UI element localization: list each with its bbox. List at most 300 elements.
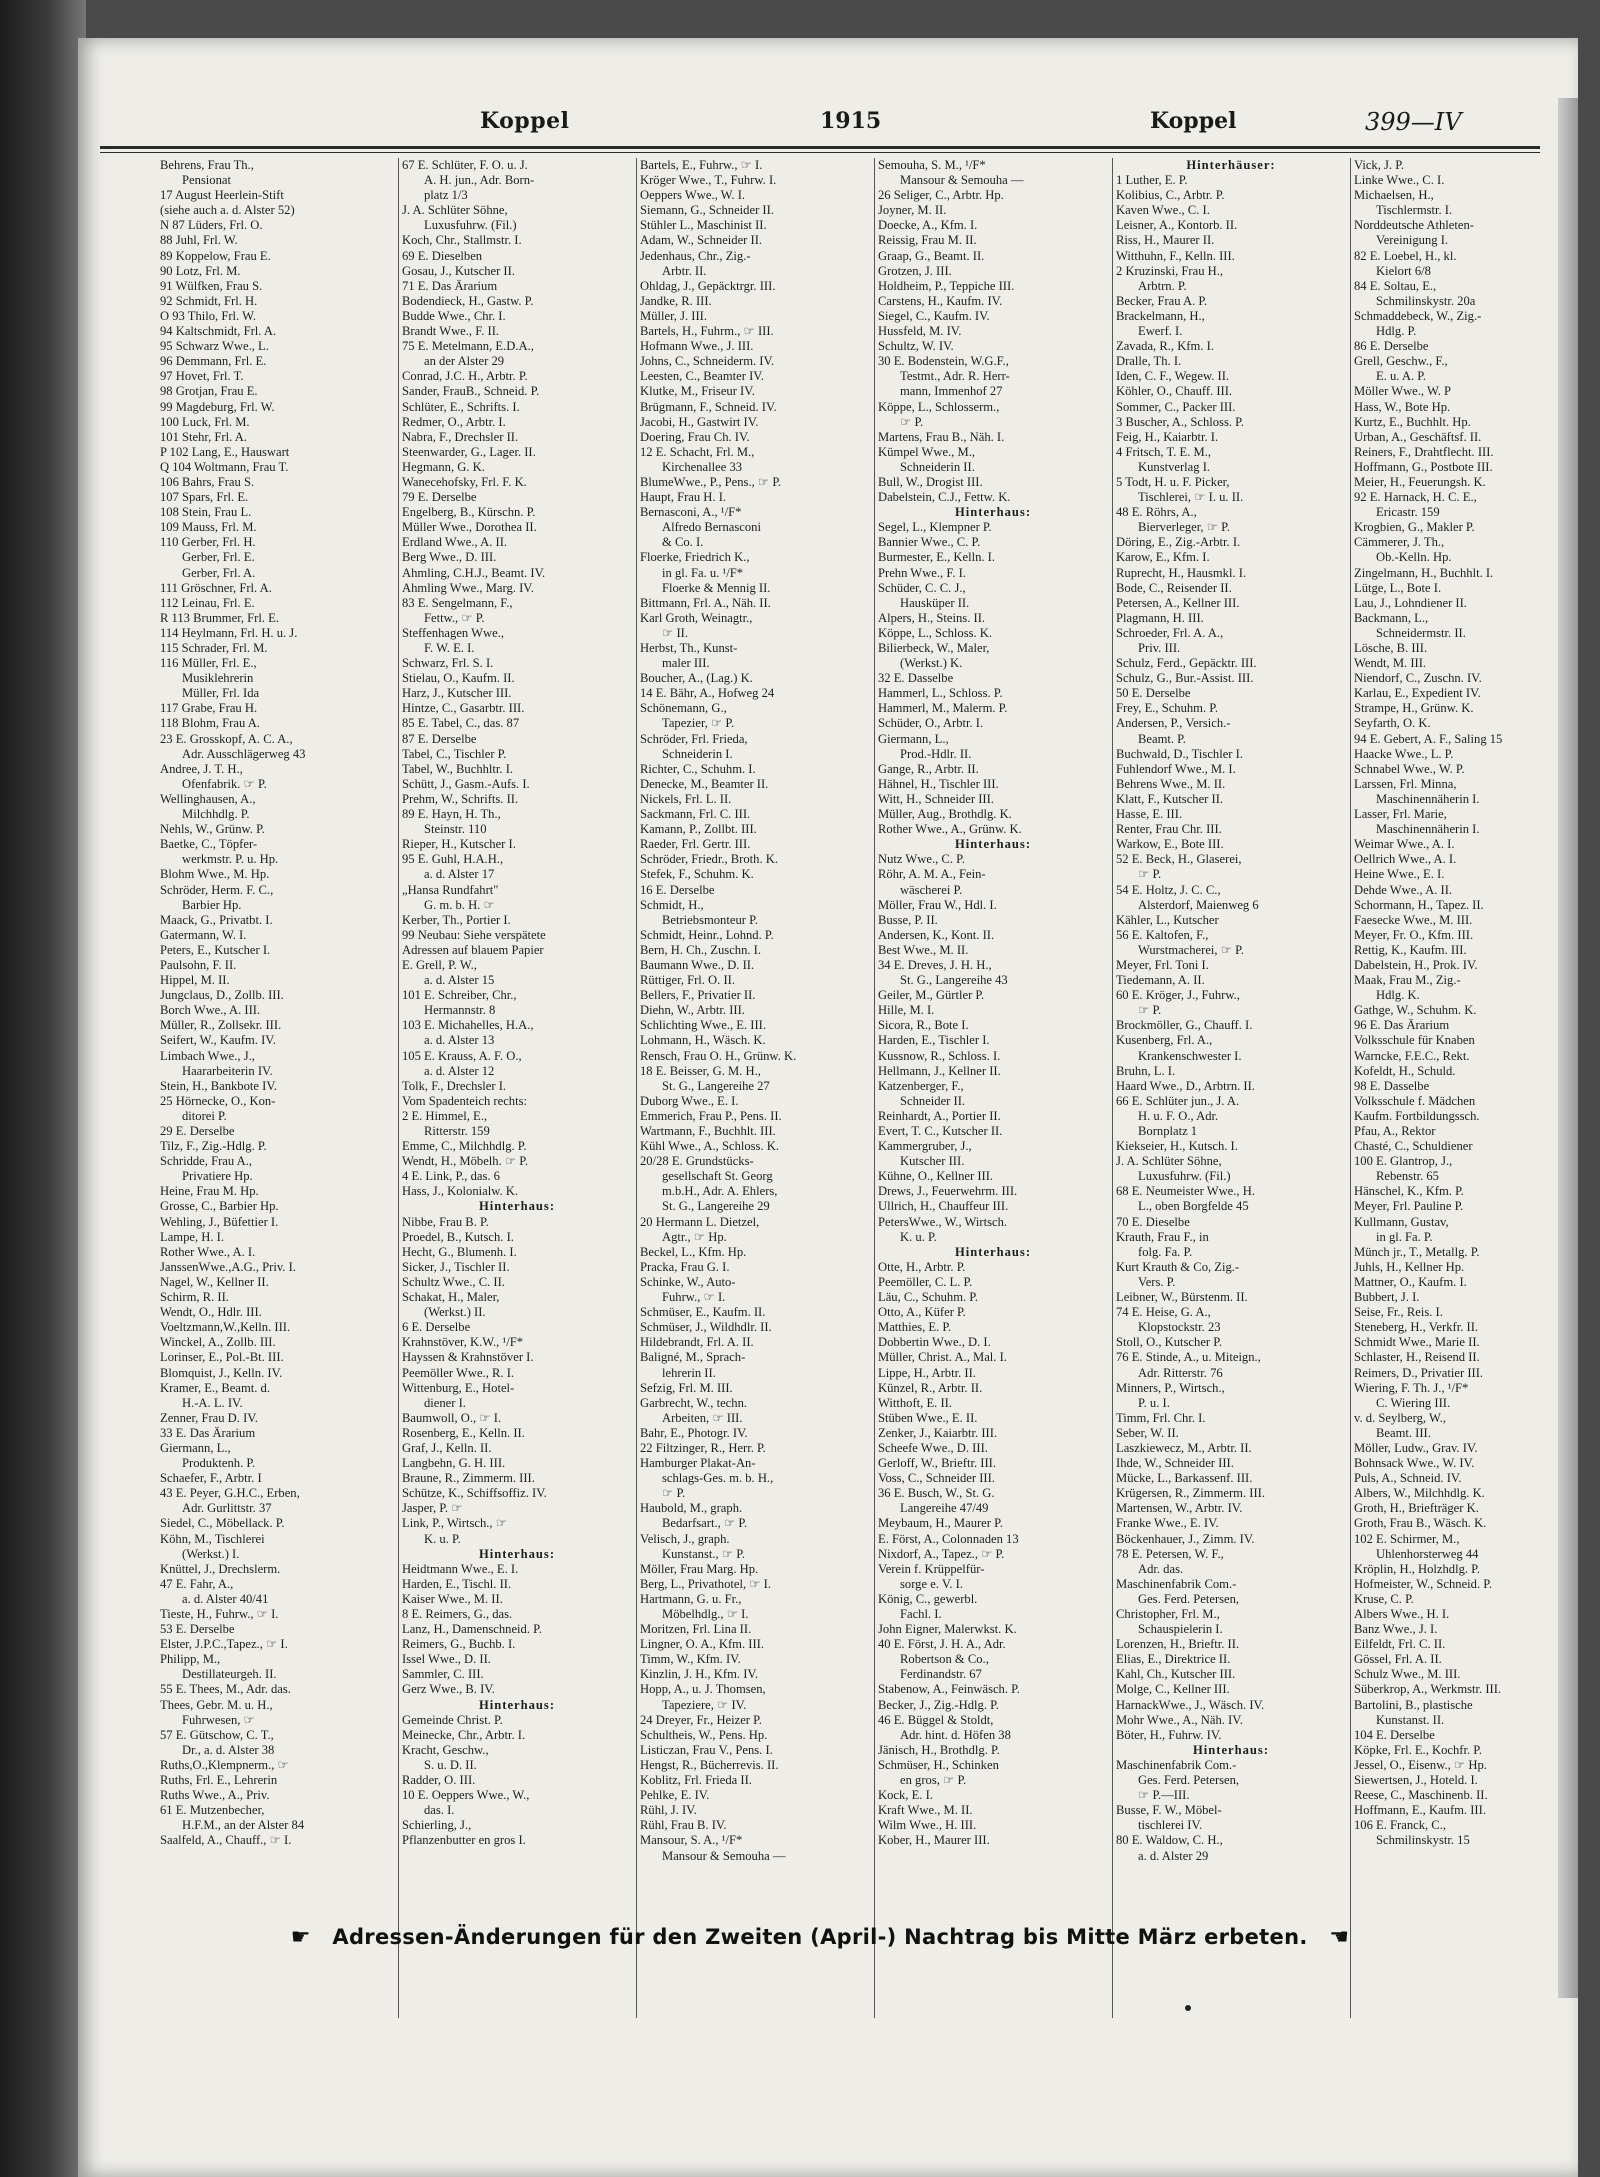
directory-entry: 17 August Heerlein-Stift	[160, 188, 284, 203]
directory-entry: Sommer, C., Packer III.	[1116, 399, 1236, 414]
directory-entry: Gange, R., Arbtr. II.	[878, 761, 979, 776]
directory-entry: Wendt, O., Hdlr. III.	[160, 1305, 262, 1320]
directory-entry: maler III.	[662, 656, 710, 671]
directory-entry: Gatermann, W. I.	[160, 927, 247, 942]
directory-entry: a. d. Alster 12	[424, 1063, 495, 1078]
directory-entry: Schulz, G., Bur.-Assist. III.	[1116, 671, 1254, 686]
directory-entry: 85 E. Tabel, C., das. 87	[402, 716, 520, 731]
directory-entry: Robertson & Co.,	[900, 1652, 989, 1667]
directory-entry: Produktenh. P.	[182, 1456, 256, 1471]
directory-entry: Bubbert, J. I.	[1354, 1290, 1420, 1305]
directory-entry: Adressen auf blauem Papier	[402, 942, 544, 957]
directory-entry: Tapeziere, ☞ IV.	[662, 1697, 747, 1712]
directory-entry: Schüder, O., Arbtr. I.	[878, 716, 984, 731]
directory-entry: Schulz Wwe., M. III.	[1354, 1667, 1461, 1682]
directory-entry: 100 Luck, Frl. M.	[160, 414, 250, 429]
directory-entry: Reimers, G., Buchb. I.	[402, 1637, 516, 1652]
directory-entry: Kullmann, Gustav,	[1354, 1214, 1449, 1229]
directory-entry: Krogbien, G., Makler P.	[1354, 520, 1475, 535]
directory-entry: Listiczan, Frau V., Pens. I.	[640, 1742, 773, 1757]
directory-entry: Zenner, Frau D. IV.	[160, 1410, 258, 1425]
directory-entry: Stein, H., Bankbote IV.	[160, 1078, 277, 1093]
directory-entry: Krahnstöver, K.W., ¹/F*	[402, 1335, 524, 1350]
directory-entry: Schultz, W. IV.	[878, 339, 954, 354]
directory-entry: Rieper, H., Kutscher I.	[402, 837, 516, 852]
directory-entry: Möller Wwe., W. P	[1354, 384, 1452, 399]
directory-entry: 79 E. Derselbe	[402, 490, 477, 505]
directory-entry: 99 Neubau: Siehe verspätete	[402, 927, 546, 942]
directory-entry: 91 Wülfken, Frau S.	[160, 278, 263, 293]
directory-entry: Knüttel, J., Drechslerm.	[160, 1561, 281, 1576]
directory-entry: 68 E. Neumeister Wwe., H.	[1116, 1184, 1255, 1199]
directory-entry: Urban, A., Geschäftsf. II.	[1354, 429, 1482, 444]
directory-entry: Banz Wwe., J. I.	[1354, 1622, 1438, 1637]
directory-entry: Stabenow, A., Feinwäsch. P.	[878, 1682, 1020, 1697]
directory-entry: Rother Wwe., A. I.	[160, 1244, 256, 1259]
directory-entry: 4 E. Link, P., das. 6	[402, 1169, 500, 1184]
directory-entry: Adam, W., Schneider II.	[640, 233, 763, 248]
directory-entry: Schneiderin I.	[662, 746, 733, 761]
directory-entry: Kutscher III.	[900, 1154, 965, 1169]
directory-entry: Sander, FrauB., Schneid. P.	[402, 384, 540, 399]
directory-entry: Schlichting Wwe., E. III.	[640, 1018, 767, 1033]
directory-entry: Peemöller, C. L. P.	[878, 1274, 973, 1289]
directory-entry: Richter, C., Schuhm. I.	[640, 761, 756, 776]
directory-entry: 56 E. Kaltofen, F.,	[1116, 927, 1209, 942]
directory-entry: Rüttiger, Frl. O. II.	[640, 973, 735, 988]
directory-entry: a. d. Alster 17	[424, 867, 495, 882]
directory-entry: Müller, Frl. Ida	[182, 686, 260, 701]
directory-entry: 99 Magdeburg, Frl. W.	[160, 399, 275, 414]
directory-entry: Wendt, H., Möbelh. ☞ P.	[402, 1154, 529, 1169]
directory-entry: Verein f. Krüppelfür-	[878, 1561, 985, 1576]
directory-entry: Oeppers Wwe., W. I.	[640, 188, 746, 203]
directory-entry: Tischlerei, ☞ I. u. II.	[1138, 490, 1244, 505]
directory-entry: Bahr, E., Photogr. IV.	[640, 1425, 748, 1440]
directory-entry: JanssenWwe.,A.G., Priv. I.	[160, 1259, 296, 1274]
directory-entry: Testmt., Adr. R. Herr-	[900, 369, 1010, 384]
directory-entry: Steffenhagen Wwe.,	[402, 625, 504, 640]
directory-entry: Hintze, C., Gasarbtr. III.	[402, 701, 525, 716]
directory-entry: Schröder, Frl. Frieda,	[640, 731, 748, 746]
directory-entry: 82 E. Loebel, H., kl.	[1354, 248, 1457, 263]
directory-entry: Minners, P., Wirtsch.,	[1116, 1380, 1225, 1395]
directory-entry: 14 E. Bähr, A., Hofweg 24	[640, 686, 775, 701]
directory-entry: Giermann, L.,	[878, 731, 949, 746]
directory-entry: 95 Schwarz Wwe., L.	[160, 339, 269, 354]
directory-column-6	[1354, 158, 1584, 2028]
directory-entry: Maschinenfabrik Com.-	[1116, 1757, 1237, 1772]
directory-entry: 18 E. Beisser, G. M. H.,	[640, 1063, 761, 1078]
directory-entry: Nickels, Frl. L. II.	[640, 791, 732, 806]
directory-entry: Ruprecht, H., Hausmkl. I.	[1116, 565, 1247, 580]
directory-entry: Carstens, H., Kaufm. IV.	[878, 293, 1003, 308]
directory-entry: Iden, C. F., Wegew. II.	[1116, 369, 1230, 384]
directory-entry: Seyfarth, O. K.	[1354, 716, 1431, 731]
directory-entry: Priv. III.	[1138, 641, 1181, 655]
directory-entry: Steneberg, H., Verkfr. II.	[1354, 1320, 1479, 1335]
directory-entry: Philipp, M.,	[160, 1652, 221, 1667]
directory-entry: Wartmann, F., Buchhlt. III.	[640, 1124, 776, 1138]
directory-entry: Harz, J., Kutscher III.	[402, 686, 512, 701]
directory-entry: 43 E. Peyer, G.H.C., Erben,	[160, 1486, 300, 1501]
directory-entry: Frey, E., Schuhm. P.	[1116, 701, 1219, 716]
directory-entry: Budde Wwe., Chr. I.	[402, 308, 506, 323]
directory-entry: Semouha, S. M., ¹/F*	[878, 158, 986, 172]
directory-entry: Stefek, F., Schuhm. K.	[640, 867, 754, 882]
directory-entry: Destillateurgeh. II.	[182, 1667, 277, 1682]
directory-entry: Reimers, D., Privatier III.	[1354, 1365, 1484, 1380]
directory-entry: Sefzig, Frl. M. III.	[640, 1380, 733, 1395]
directory-column-5	[1116, 158, 1346, 2028]
directory-entry: ☞ P.	[662, 1486, 686, 1501]
directory-entry: 103 E. Michahelles, H.A.,	[402, 1018, 534, 1033]
directory-entry: Andersen, K., Kont. II.	[878, 927, 995, 942]
directory-entry: Köhler, O., Chauff. III.	[1116, 384, 1233, 399]
directory-entry: Witt, H., Schneider III.	[878, 791, 994, 806]
directory-entry: Sackmann, Frl. C. III.	[640, 807, 751, 822]
directory-entry: Kähler, L., Kutscher	[1116, 912, 1219, 927]
directory-entry: E. Grell, P. W.,	[402, 957, 477, 972]
directory-entry: Erdland Wwe., A. II.	[402, 535, 508, 550]
directory-entry: Schütze, K., Schiffsoffiz. IV.	[402, 1486, 547, 1501]
directory-entry: Albers, W., Milchhdlg. K.	[1354, 1486, 1485, 1501]
column-divider	[398, 158, 399, 2018]
directory-entry: Andree, J. T. H.,	[160, 761, 243, 776]
directory-entry: Ullrich, H., Chauffeur III.	[878, 1199, 1009, 1214]
directory-entry: Hegmann, G. K.	[402, 459, 485, 474]
directory-entry: Möller, Frau Marg. Hp.	[640, 1561, 759, 1576]
directory-entry: Wittenburg, E., Hotel-	[402, 1380, 515, 1395]
directory-entry: Timm, W., Kfm. IV.	[640, 1652, 741, 1667]
directory-entry: Bernasconi, A., ¹/F*	[640, 505, 742, 520]
directory-entry: Dehde Wwe., A. II.	[1354, 882, 1453, 897]
directory-entry: Bohnsack Wwe., W. IV.	[1354, 1456, 1475, 1471]
directory-entry: Seise, Fr., Reis. I.	[1354, 1305, 1443, 1320]
directory-entry: Reissig, Frau M. II.	[878, 233, 977, 248]
directory-entry: ☞ P.—III.	[1138, 1788, 1190, 1803]
directory-entry: Beamt. III.	[1376, 1425, 1431, 1440]
directory-entry: Lohmann, H., Wäsch. K.	[640, 1033, 766, 1048]
directory-entry: Wiering, F. Th. J., ¹/F*	[1354, 1380, 1469, 1395]
directory-entry: Nibbe, Frau B. P.	[402, 1214, 489, 1229]
directory-entry: Kaufm. Fortbildungssch.	[1354, 1108, 1480, 1123]
directory-entry: 16 E. Derselbe	[640, 882, 715, 897]
directory-entry: Schaefer, F., Arbtr. I	[160, 1471, 262, 1486]
directory-entry: Meybaum, H., Maurer P.	[878, 1516, 1003, 1531]
directory-entry: a. d. Alster 29	[1138, 1848, 1209, 1863]
pointing-hand-right-icon: ☚	[1329, 1925, 1350, 1950]
directory-entry: Kaiser Wwe., M. II.	[402, 1591, 503, 1606]
section-heading: Hinterhaus:	[954, 1244, 1032, 1259]
directory-entry: Ahmling Wwe., Marg. IV.	[402, 580, 534, 595]
directory-entry: Herbst, Th., Kunst-	[640, 641, 738, 655]
directory-entry: Franke Wwe., E. IV.	[1116, 1516, 1219, 1531]
directory-entry: Blohm Wwe., M. Hp.	[160, 867, 270, 882]
directory-entry: Köpke, Frl. E., Kochfr. P.	[1354, 1742, 1483, 1757]
directory-entry: K. u. P.	[424, 1531, 461, 1546]
directory-entry: Niendorf, C., Zuschn. IV.	[1354, 671, 1482, 686]
directory-entry: O 93 Thilo, Frl. W.	[160, 308, 256, 323]
directory-entry: Milchhdlg. P.	[182, 807, 250, 822]
directory-entry: Süberkrop, A., Werkmstr. III.	[1354, 1682, 1502, 1697]
directory-entry: 32 E. Dasselbe	[878, 671, 954, 686]
directory-entry: Berg Wwe., D. III.	[402, 550, 497, 565]
directory-entry: Sammler, C. III.	[402, 1667, 484, 1682]
directory-entry: 110 Gerber, Frl. H.	[160, 535, 256, 550]
directory-entry: Klatt, F., Kutscher II.	[1116, 791, 1224, 806]
directory-entry: Lasser, Frl. Marie,	[1354, 807, 1447, 822]
directory-entry: Tolk, F., Drechsler I.	[402, 1078, 507, 1093]
directory-entry: Leesten, C., Beamter IV.	[640, 369, 764, 384]
directory-entry: Haubold, M., graph.	[640, 1501, 743, 1516]
directory-entry: Schlüter, E., Schrifts. I.	[402, 399, 520, 414]
directory-entry: H. u. F. O., Adr.	[1138, 1108, 1219, 1123]
footer-notice-text: Adressen-Änderungen für den Zweiten (April-) Nachtrag bis Mitte März erbeten.	[332, 1925, 1308, 1949]
directory-entry: Schmidt Wwe., Marie II.	[1354, 1335, 1480, 1350]
directory-entry: H.F.M., an der Alster 84	[182, 1818, 305, 1833]
directory-entry: Hayssen & Krahnstöver I.	[402, 1350, 534, 1365]
directory-entry: Nehls, W., Grünw. P.	[160, 822, 265, 837]
directory-entry: Schmidt, H.,	[640, 897, 704, 912]
directory-entry: 98 Grotjan, Frau E.	[160, 384, 258, 399]
directory-entry: Kurtz, E., Buchhlt. Hp.	[1354, 414, 1471, 429]
directory-entry: sorge e. V. I.	[900, 1576, 963, 1591]
directory-entry: K. u. P.	[900, 1229, 937, 1244]
directory-entry: werkmstr. P. u. Hp.	[182, 852, 279, 867]
page-header	[100, 108, 1540, 144]
directory-entry: Klutke, M., Friseur IV.	[640, 384, 755, 399]
directory-entry: Cämmerer, J. Th.,	[1354, 535, 1445, 550]
directory-entry: Karl Groth, Weinagtr.,	[640, 610, 753, 625]
directory-entry: Kirchenallee 33	[662, 459, 743, 474]
directory-entry: Timm, Frl. Chr. I.	[1116, 1410, 1206, 1425]
directory-entry: 75 E. Metelmann, E.D.A.,	[402, 339, 534, 354]
header-street-right: Koppel	[1150, 108, 1237, 134]
directory-entry: König, C., gewerbl.	[878, 1591, 978, 1606]
directory-entry: Kracht, Geschw.,	[402, 1742, 489, 1757]
directory-entry: Schütt, J., Gasm.-Aufs. I.	[402, 776, 530, 791]
directory-entry: Privatiere Hp.	[182, 1169, 253, 1184]
directory-entry: Kusenberg, Frl. A.,	[1116, 1033, 1213, 1048]
directory-entry: 92 Schmidt, Frl. H.	[160, 293, 258, 308]
directory-entry: 54 E. Holtz, J. C. C.,	[1116, 882, 1221, 897]
directory-entry: Schnabel Wwe., W. P.	[1354, 761, 1465, 776]
directory-entry: Luxusfuhrw. (Fil.)	[424, 218, 517, 233]
directory-entry: P. u. I.	[1138, 1395, 1170, 1410]
directory-entry: Reinhardt, A., Portier II.	[878, 1108, 1001, 1123]
directory-entry: Zavada, R., Kfm. I.	[1116, 339, 1214, 354]
directory-entry: Maschinennäherin I.	[1376, 822, 1480, 837]
directory-entry: 76 E. Stinde, A., u. Miteign.,	[1116, 1350, 1261, 1365]
directory-entry: Schulz, Ferd., Gepäcktr. III.	[1116, 656, 1257, 671]
directory-entry: diener I.	[424, 1395, 466, 1410]
directory-entry: Kröplin, H., Holzhdlg. P.	[1354, 1561, 1480, 1576]
directory-entry: Kahl, Ch., Kutscher III.	[1116, 1667, 1236, 1682]
directory-entry: Böckenhauer, J., Zimm. IV.	[1116, 1531, 1255, 1546]
directory-entry: Hoffmann, E., Kaufm. III.	[1354, 1803, 1486, 1818]
directory-entry: Matthies, E. P.	[878, 1320, 952, 1335]
directory-entry: Siemann, G., Schneider II.	[640, 203, 774, 218]
directory-entry: Arbtr. II.	[662, 263, 707, 278]
directory-entry: Schierling, J.,	[402, 1818, 472, 1833]
directory-entry: Kruse, C. P.	[1354, 1591, 1414, 1606]
directory-entry: Harden, E., Tischler I.	[878, 1033, 990, 1048]
directory-entry: Martens, Frau B., Näh. I.	[878, 429, 1005, 444]
directory-entry: gesellschaft St. Georg	[662, 1169, 773, 1184]
directory-entry: Kraft Wwe., M. II.	[878, 1803, 973, 1818]
directory-entry: Issel Wwe., D. II.	[402, 1652, 491, 1667]
directory-entry: Radder, O. III.	[402, 1773, 476, 1788]
directory-entry: Böter, H., Fuhrw. IV.	[1116, 1727, 1222, 1742]
header-page-number: 399—IV	[1365, 108, 1462, 136]
directory-entry: 2 Kruzinski, Frau H.,	[1116, 263, 1224, 278]
directory-entry: Albers Wwe., H. I.	[1354, 1607, 1450, 1621]
directory-entry: Hellmann, J., Kellner II.	[878, 1063, 1001, 1078]
section-heading: Hinterhaus:	[478, 1697, 556, 1712]
directory-entry: 95 E. Guhl, H.A.H.,	[402, 852, 504, 867]
directory-entry: Tabel, W., Buchhltr. I.	[402, 761, 514, 776]
directory-entry: HarnackWwe., J., Wäsch. IV.	[1116, 1697, 1265, 1712]
directory-entry: Agtr., ☞ Hp.	[662, 1229, 727, 1244]
directory-entry: Redmer, O., Arbtr. I.	[402, 414, 506, 429]
directory-entry: mann, Immenhof 27	[900, 384, 1003, 399]
directory-entry: 94 Kaltschmidt, Frl. A.	[160, 324, 277, 339]
directory-column-2	[402, 158, 632, 2028]
directory-entry: Krankenschwester I.	[1138, 1048, 1242, 1063]
directory-entry: Möbelhdlg., ☞ I.	[662, 1607, 749, 1621]
directory-entry: Karow, E., Kfm. I.	[1116, 550, 1210, 565]
directory-entry: Groth, Frau B., Wäsch. K.	[1354, 1516, 1487, 1531]
directory-column-4	[878, 158, 1108, 2028]
directory-entry: Vereinigung I.	[1376, 233, 1449, 248]
directory-entry: Busse, P. II.	[878, 912, 938, 927]
directory-entry: 78 E. Petersen, W. F.,	[1116, 1546, 1224, 1561]
directory-entry: Segel, L., Klempner P.	[878, 520, 992, 535]
directory-entry: Ruths Wwe., A., Priv.	[160, 1788, 270, 1803]
directory-entry: Haararbeiterin IV.	[182, 1063, 273, 1078]
directory-entry: 112 Leinau, Frl. E.	[160, 595, 255, 610]
directory-entry: Brandt Wwe., F. II.	[402, 324, 500, 339]
directory-entry: Hussfeld, M. IV.	[878, 324, 962, 339]
directory-entry: Pehlke, E. IV.	[640, 1788, 710, 1803]
directory-entry: Dobbertin Wwe., D. I.	[878, 1335, 991, 1350]
directory-entry: 96 E. Das Ärarium	[1354, 1018, 1450, 1033]
directory-entry: Kramer, E., Beamt. d.	[160, 1380, 271, 1395]
directory-entry: Heidtmann Wwe., E. I.	[402, 1561, 519, 1576]
directory-entry: 101 E. Schreiber, Chr.,	[402, 988, 517, 1003]
directory-entry: Kunstanst., ☞ P.	[662, 1546, 746, 1561]
directory-entry: 10 E. Oeppers Wwe., W.,	[402, 1788, 530, 1803]
directory-entry: Ericastr. 159	[1376, 505, 1440, 520]
directory-entry: Vers. P.	[1138, 1274, 1176, 1289]
directory-entry: Künzel, R., Arbtr. II.	[878, 1380, 983, 1395]
directory-entry: Maschinennäherin I.	[1376, 791, 1480, 806]
directory-entry: Schmüser, H., Schinken	[878, 1757, 999, 1772]
directory-entry: Adr. Ritterstr. 76	[1138, 1365, 1223, 1380]
directory-entry: 107 Spars, Frl. E.	[160, 490, 249, 505]
directory-entry: Mattner, O., Kaufm. I.	[1354, 1274, 1467, 1289]
directory-entry: 40 E. Först, J. H. A., Adr.	[878, 1637, 1006, 1652]
directory-entry: Siedel, C., Möbellack. P.	[160, 1516, 285, 1531]
directory-entry: Langereihe 47/49	[900, 1501, 989, 1516]
directory-entry: Schirm, R. II.	[160, 1290, 229, 1305]
directory-entry: Floerke, Friedrich K.,	[640, 550, 750, 565]
directory-entry: Krügersen, R., Zimmerm. III.	[1116, 1486, 1265, 1501]
directory-entry: John Eigner, Malerwkst. K.	[878, 1622, 1017, 1637]
directory-entry: Siewertsen, J., Hoteld. I.	[1354, 1773, 1478, 1788]
directory-entry: Hoffmann, G., Postbote III.	[1354, 459, 1493, 474]
directory-entry: (Werkst.) I.	[182, 1546, 240, 1561]
footer-notice	[100, 1925, 1540, 1959]
directory-entry: Kamann, P., Zollbt. III.	[640, 822, 757, 837]
directory-entry: v. d. Seylberg, W.,	[1354, 1410, 1447, 1425]
directory-entry: Weimar Wwe., A. I.	[1354, 837, 1455, 852]
directory-entry: Dr., a. d. Alster 38	[182, 1742, 275, 1757]
directory-entry: Kühne, O., Kellner III.	[878, 1169, 994, 1184]
directory-entry: Saalfeld, A., Chauff., ☞ I.	[160, 1833, 292, 1848]
directory-entry: Hermannstr. 8	[424, 1003, 496, 1018]
directory-entry: 34 E. Dreves, J. H. H.,	[878, 957, 992, 972]
directory-entry: Wendt, M. III.	[1354, 656, 1427, 671]
directory-entry: Kurt Krauth & Co, Zig.-	[1116, 1259, 1240, 1274]
directory-entry: Otte, H., Arbtr. P.	[878, 1259, 966, 1274]
directory-entry: ☞ P.	[900, 414, 924, 429]
directory-entry: Fuhrwesen, ☞	[182, 1712, 255, 1727]
directory-entry: 98 E. Dasselbe	[1354, 1078, 1430, 1093]
directory-entry: Beckel, L., Kfm. Hp.	[640, 1244, 747, 1259]
directory-entry: a. d. Alster 40/41	[182, 1591, 269, 1606]
directory-entry: E. u. A. P.	[1376, 369, 1427, 384]
directory-entry: G. m. b. H. ☞	[424, 897, 495, 912]
directory-entry: Moritzen, Frl. Lina II.	[640, 1622, 752, 1637]
directory-entry: Jasper, P. ☞	[402, 1501, 463, 1516]
directory-entry: Schneidermstr. II.	[1376, 625, 1466, 640]
directory-entry: Mücke, L., Barkassenf. III.	[1116, 1471, 1253, 1486]
directory-entry: Thees, Gebr. M. u. H.,	[160, 1697, 273, 1712]
directory-entry: Jedenhaus, Chr., Zig.-	[640, 248, 751, 263]
directory-entry: Nixdorf, A., Tapez., ☞ P.	[878, 1546, 1005, 1561]
directory-entry: A. H. jun., Adr. Born-	[424, 173, 535, 188]
directory-entry: Klopstockstr. 23	[1138, 1320, 1221, 1335]
directory-entry: Arbtrn. P.	[1138, 278, 1187, 293]
directory-entry: Läu, C., Schuhm. P.	[878, 1290, 979, 1305]
directory-entry: Stielau, O., Kaufm. II.	[402, 671, 515, 686]
directory-entry: 22 Filtzinger, R., Herr. P.	[640, 1440, 766, 1455]
directory-entry: Joyner, M. II.	[878, 203, 947, 218]
section-heading: Hinterhaus:	[1192, 1742, 1270, 1757]
directory-entry: Warkow, E., Bote III.	[1116, 837, 1224, 852]
directory-entry: 89 E. Hayn, H. Th.,	[402, 807, 501, 822]
column-divider	[874, 158, 875, 2018]
directory-entry: tischlerei IV.	[1138, 1818, 1203, 1833]
directory-entry: 86 E. Derselbe	[1354, 339, 1429, 354]
directory-entry: Karlau, E., Expedient IV.	[1354, 686, 1481, 701]
directory-entry: Lingner, O. A., Kfm. III.	[640, 1637, 765, 1652]
directory-entry: Gerber, Frl. A.	[182, 565, 256, 580]
directory-entry: Stüben Wwe., E. II.	[878, 1410, 978, 1425]
directory-entry: Jacobi, H., Gastwirt IV.	[640, 414, 759, 429]
directory-entry: m.b.H., Adr. A. Ehlers,	[662, 1184, 778, 1199]
directory-entry: Tieste, H., Fuhrw., ☞ I.	[160, 1607, 279, 1621]
directory-entry: 26 Seliger, C., Arbtr. Hp.	[878, 188, 1004, 203]
directory-entry: „Hansa Rundfahrt"	[402, 882, 499, 897]
directory-entry: Volksschule für Knaben	[1354, 1033, 1475, 1048]
directory-entry: Langbehn, G. H. III.	[402, 1456, 506, 1471]
directory-entry: N 87 Lüders, Frl. O.	[160, 218, 263, 233]
pointing-hand-left-icon: ☛	[290, 1925, 311, 1950]
header-rule	[100, 146, 1540, 149]
